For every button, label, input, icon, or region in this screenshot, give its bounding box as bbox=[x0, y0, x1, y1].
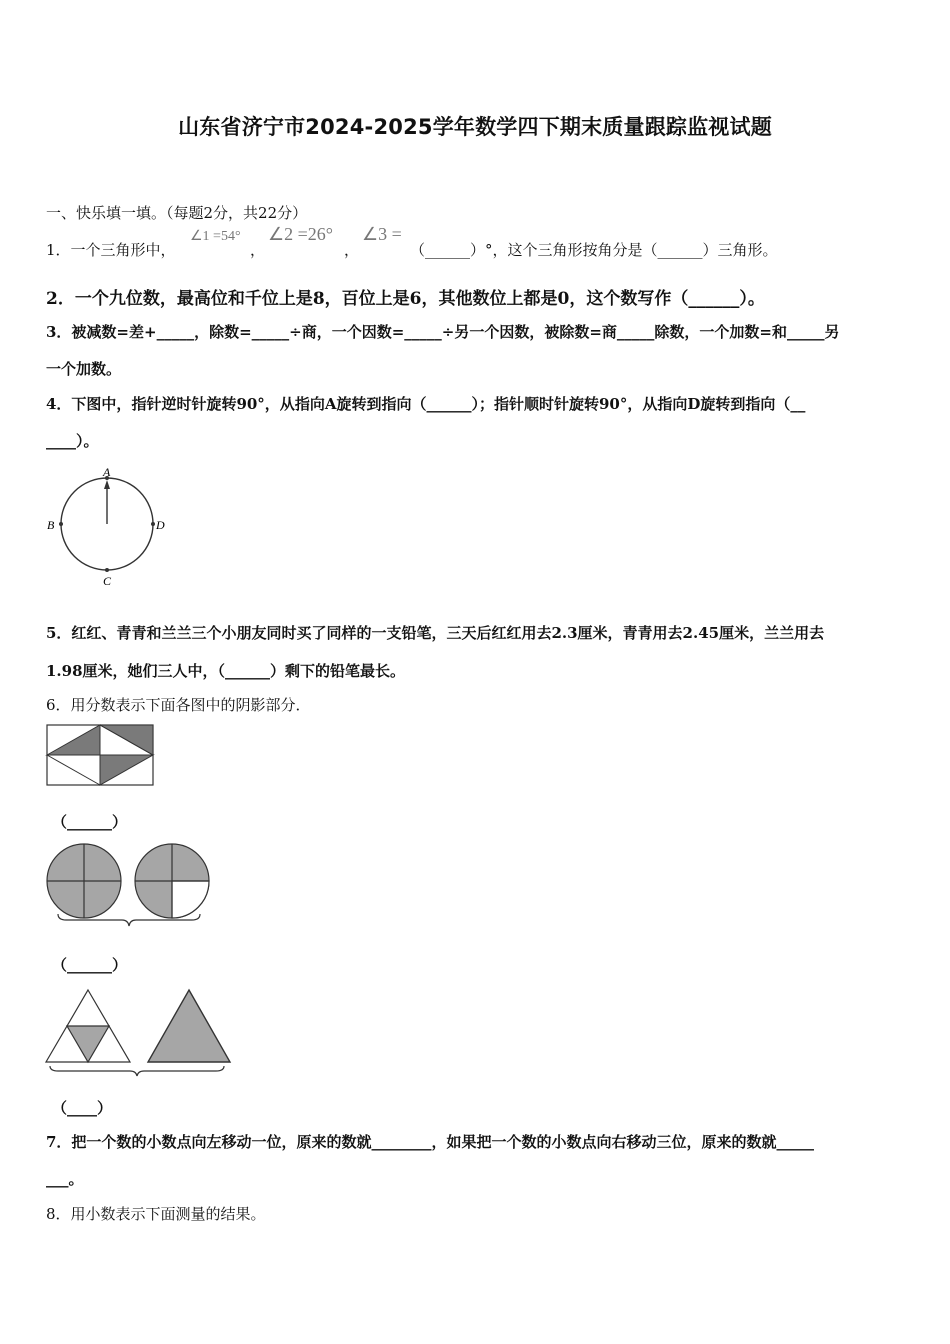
angle-2-value: ∠2 =26° bbox=[268, 224, 333, 244]
question-1-suffix: （______）°，这个三角形按角分是（______）三角形。 bbox=[410, 241, 778, 259]
label-a: A bbox=[103, 465, 111, 479]
label-c: C bbox=[103, 574, 112, 588]
question-4-line-1: 4．下图中，指针逆时针旋转90°，从指向A旋转到指向（______）；指针顺时针旋转90°，从指向D旋转到指向（__ bbox=[46, 395, 806, 413]
label-b: B bbox=[47, 518, 55, 532]
angle-1-value: ∠1 =54° bbox=[190, 229, 241, 244]
question-5-line-2: 1.98厘米，她们三人中，（______）剩下的铅笔最长。 bbox=[46, 662, 406, 680]
label-d: D bbox=[156, 518, 165, 532]
clock-dial-figure bbox=[40, 462, 180, 592]
question-4-line-2: ____）。 bbox=[46, 432, 99, 450]
question-3-line-2: 一个加数。 bbox=[46, 360, 122, 378]
question-1-comma-1: ， bbox=[250, 241, 266, 259]
question-1-comma-2: ， bbox=[344, 241, 360, 259]
question-7-line-2: ___。 bbox=[46, 1170, 84, 1188]
page-title: 山东省济宁市2024-2025学年数学四下期末质量跟踪监视试题 bbox=[178, 115, 772, 139]
question-6: 6．用分数表示下面各图中的阴影部分． bbox=[46, 696, 311, 714]
question-8: 8．用小数表示下面测量的结果。 bbox=[46, 1205, 266, 1223]
shaded-circles-figure bbox=[44, 842, 216, 930]
answer-blank-2[interactable]: （______） bbox=[52, 956, 128, 974]
rectangle-triangles-figure bbox=[46, 724, 156, 788]
question-3-line-1: 3．被减数=差+_____，除数=_____÷商，一个因数=_____÷另一个因数，被除数=商_____除数，一个加数=和_____另 bbox=[46, 323, 840, 341]
pointer-arrowhead bbox=[104, 480, 110, 489]
answer-blank-1[interactable]: （______） bbox=[52, 813, 128, 831]
angle-3-value: ∠3 = bbox=[362, 224, 402, 244]
question-5-line-1: 5．红红、青青和兰兰三个小朋友同时买了同样的一支铅笔，三天后红红用去2.3厘米，青青用去2.45厘米，兰兰用去 bbox=[46, 624, 825, 642]
question-2: 2．一个九位数，最高位和千位上是8，百位上是6，其他数位上都是0，这个数写作（______）。 bbox=[46, 289, 765, 309]
shaded-triangles-figure bbox=[44, 988, 238, 1078]
question-7-line-1: 7．把一个数的小数点向左移动一位，原来的数就________，如果把一个数的小数点向右移动三位，原来的数就_____ bbox=[46, 1133, 814, 1151]
question-1-prefix: 1．一个三角形中， bbox=[46, 241, 176, 259]
point-c-dot bbox=[105, 568, 109, 572]
point-d-dot bbox=[151, 522, 155, 526]
point-b-dot bbox=[59, 522, 63, 526]
answer-blank-3[interactable]: （____） bbox=[52, 1099, 113, 1117]
section-heading: 一、快乐填一填。（每题2分，共22分） bbox=[46, 204, 308, 222]
